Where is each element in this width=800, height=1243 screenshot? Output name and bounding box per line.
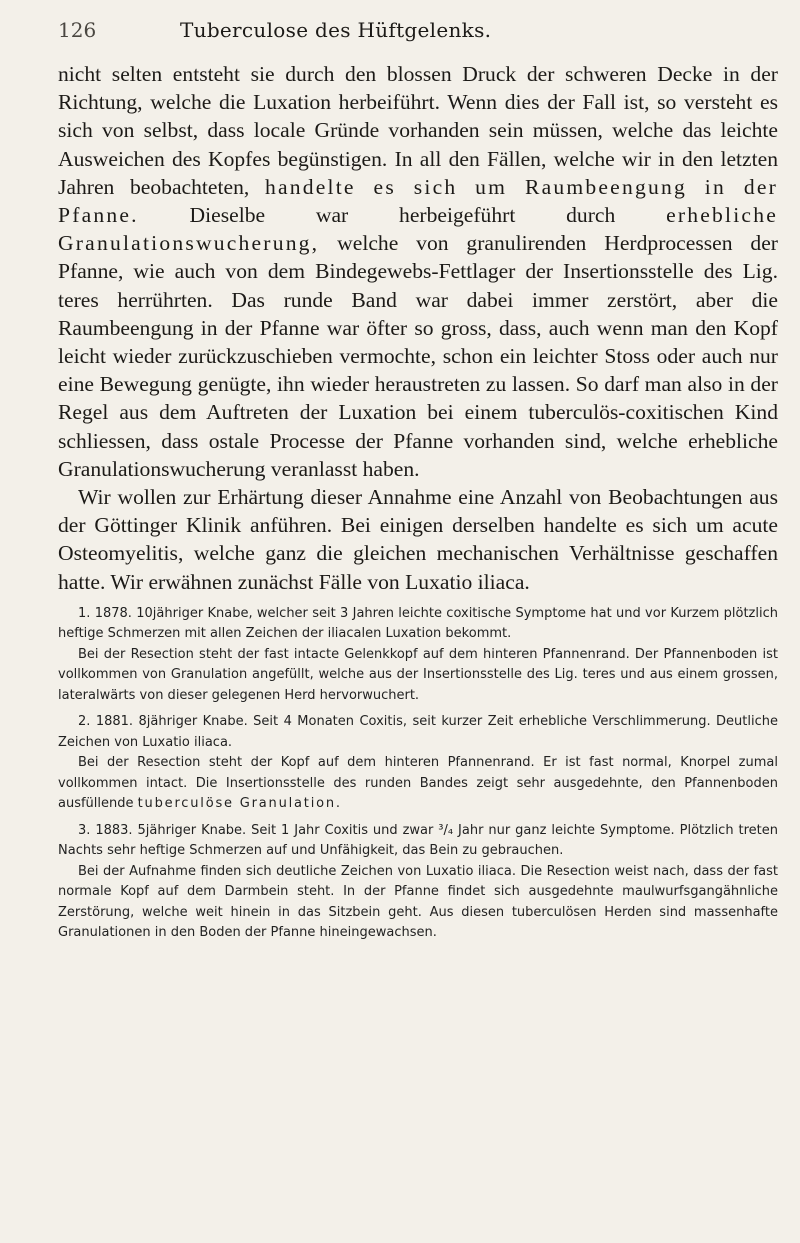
case-3-head: 3. 1883. 5jähriger Knabe. Seit 1 Jahr Coxitis und zwar ³/₄ Jahr nur ganz leichte Symptome. Plötzlich treten Nachts sehr heftige Schmerzen auf und Unfähigkeit, das Bein zu gebrauchen.: [58, 822, 778, 859]
case-3-body: Bei der Aufnahme finden sich deutliche Zeichen von Luxatio iliaca. Die Resection weist nach, dass der fast normale Kopf auf dem Darmbein steht. In der Pfanne findet sich ausgedehnte maulwurfsgangähnliche Zerstörung, welche weit hinein in das Sitzbein geht. Aus diesen tuberculösen Herden sind massenhafte Granulationen in den Boden der Pfanne hineingewachsen.: [58, 863, 778, 941]
running-title: Tuberculose des Hüftgelenks.: [180, 18, 492, 42]
paragraph-1-text-e: welche von granulirenden Herdprocessen der Pfanne, wie auch von dem Bindegewebs-Fettlager der Insertionsstelle des Lig. teres herrührten. Das runde Band war dabei immer zerstört, aber die Raumbeengung in der Pfanne war öfter so gross, dass, auch wenn man den Kopf leicht wieder zurückzuschieben vermochte, schon ein leichter Stoss oder auch nur eine Bewegung genügte, ihn wieder heraustreten zu lassen. So darf man also in der Regel aus dem Auftreten der Luxation bei einem tuberculös-coxitischen Kind schliessen, dass ostale Processe der Pfanne vorhanden sind, welche erhebliche Granulationswucherung veranlasst haben.: [58, 231, 778, 481]
emphasis-tuberculose-granulation: tuberculöse Granulation.: [137, 796, 342, 812]
book-page: [58, 18, 778, 944]
paragraph-1-text-a: nicht selten entsteht sie durch den blossen Druck der schweren Decke in der Richtung, welche die Luxation herbeiführt. Wenn dies der Fall ist, so versteht es sich von selbst, dass locale Gründe vorhanden sein müssen, welche das leichte Ausweichen des Kopfes begünstigen. In all den Fällen, welche wir in den letzten Jahren beobachteten,: [58, 62, 778, 199]
emphasis-raumbeengung: handelte es sich um Raumbeengung in der Pfanne.: [58, 174, 778, 228]
case-reports: [58, 604, 778, 944]
running-head: [58, 18, 778, 52]
paragraph-2: Wir wollen zur Erhärtung dieser Annahme eine Anzahl von Beobachtungen aus der Göttinger Klinik anführen. Bei einigen derselben handelte es sich um acute Osteomyelitis, welche ganz die gleichen mechanischen Verhältnisse geschaffen hatte. Wir erwähnen zunächst Fälle von Luxatio iliaca.: [58, 485, 778, 594]
case-2-head: 2. 1881. 8jähriger Knabe. Seit 4 Monaten Coxitis, seit kurzer Zeit erhebliche Verschlimmerung. Deutliche Zeichen von Luxatio iliaca.: [58, 714, 778, 750]
case-2-body: [58, 753, 778, 815]
emphasis-granulationswucherung: erhebliche Granulationswucherung,: [58, 203, 778, 256]
case-1-head: 1. 1878. 10jähriger Knabe, welcher seit 3 Jahren leichte coxitische Symptome hat und vor Kurzem plötzlich heftige Schmerzen mit allen Zeichen der iliacalen Luxation bekommt.: [58, 605, 778, 642]
page-number: 126: [58, 18, 97, 42]
paragraph-1: [58, 60, 778, 483]
case-1-body: Bei der Resection steht der fast intacte Gelenkkopf auf dem hinteren Pfannenrand. Der Pfannenboden ist vollkommen von Granulation angefüllt, welche aus der Insertionsstelle des Lig. teres und aus einem grossen, lateralwärts von dieser gelegenen Herd hervorwuchert.: [58, 646, 778, 703]
paragraph-1-text-c: Dieselbe war herbeigeführt durch: [189, 203, 616, 228]
main-text: [58, 60, 778, 596]
case-2-body-text: Bei der Resection steht der Kopf auf dem hinteren Pfannenrand. Er ist fast normal, Knorpel zumal vollkommen intact. Die Insertionsstelle des runden Bandes zeigt sehr ausgedehnte, den Pfannenboden ausfüllende: [58, 755, 778, 812]
